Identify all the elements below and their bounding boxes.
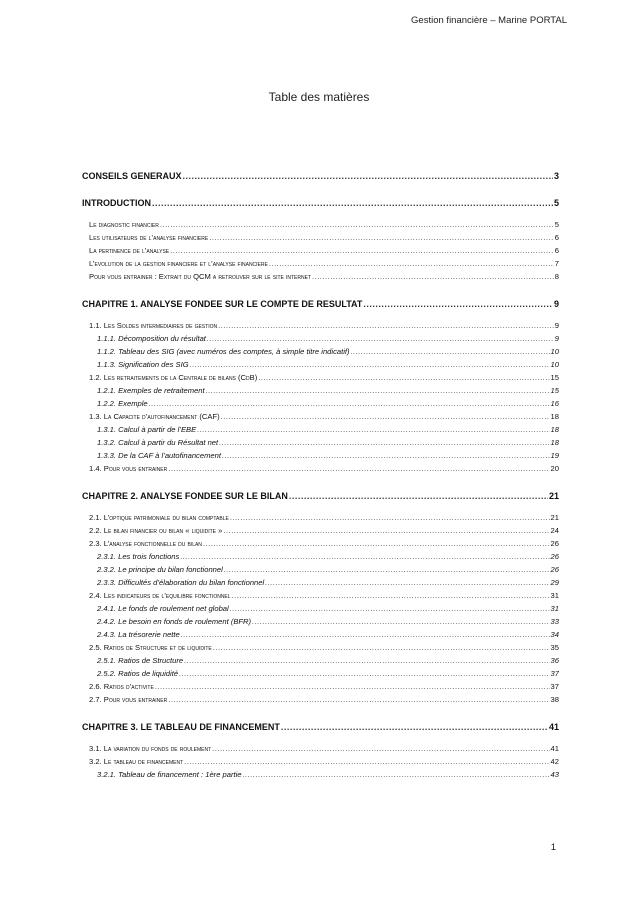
toc-entry[interactable] (82, 490, 559, 502)
toc-entry-page: 9 (554, 321, 559, 330)
toc-entry-title: 2.1. L’optique patrimoniale du bilan comptable (89, 513, 229, 522)
toc-entry[interactable] (82, 602, 559, 615)
dot-leader (230, 602, 550, 615)
toc-entry-title: CHAPITRE 1. ANALYSE FONDEE SUR LE COMPTE DE RESULTAT (82, 299, 363, 309)
toc-entry[interactable] (82, 384, 559, 397)
toc-entry[interactable] (82, 693, 559, 706)
toc-entry-title: CHAPITRE 3. LE TABLEAU DE FINANCEMENT (82, 722, 280, 732)
toc-entry-title: 3.1. La variation du fonds de roulement (89, 744, 212, 753)
dot-leader (181, 628, 550, 641)
dot-leader (155, 680, 550, 693)
toc-entry-title: 2.7. Pour vous entrainer (89, 695, 168, 704)
toc-entry-title: INTRODUCTION (82, 198, 151, 208)
dot-leader (183, 170, 553, 182)
toc-entry-page: 21 (550, 513, 559, 522)
toc-entry[interactable] (82, 436, 559, 449)
dot-leader (269, 257, 554, 270)
toc-entry[interactable] (82, 410, 559, 423)
table-of-contents (82, 170, 559, 781)
toc-entry-page: 41 (550, 744, 559, 753)
toc-entry[interactable] (82, 298, 559, 310)
toc-entry-page: 18 (550, 438, 559, 447)
toc-entry[interactable] (82, 628, 559, 641)
toc-entry[interactable] (82, 218, 559, 231)
dot-leader (363, 298, 553, 310)
toc-entry-page: 15 (550, 373, 559, 382)
dot-leader (190, 358, 550, 371)
toc-entry-page: 10 (550, 360, 559, 369)
toc-entry-title: 2.5. Ratios de Structure et de liquidite (89, 643, 212, 652)
toc-entry[interactable] (82, 563, 559, 576)
toc-entry[interactable] (82, 319, 559, 332)
dot-leader (168, 462, 549, 475)
toc-entry[interactable] (82, 654, 559, 667)
toc-entry-page: 37 (550, 682, 559, 691)
toc-entry-title: 1.3.2. Calcul à partir du Résultat net (97, 438, 219, 447)
toc-entry-title: 3.2. Le tableau de financement (89, 757, 184, 766)
toc-entry-title: 1.1.2. Tableau des SIG (avec numéros des comptes, à simple titre indicatif) (97, 347, 350, 356)
toc-entry-title: 2.5.2. Ratios de liquidité (97, 669, 179, 678)
dot-leader (197, 423, 549, 436)
toc-entry[interactable] (82, 641, 559, 654)
toc-entry[interactable] (82, 537, 559, 550)
toc-entry[interactable] (82, 270, 559, 283)
toc-entry-title: 1.3.3. De la CAF à l’autofinancement (97, 451, 221, 460)
toc-entry-title: 2.6. Ratios d’activite (89, 682, 154, 691)
toc-entry-page: 31 (550, 591, 559, 600)
toc-entry-page: 26 (550, 565, 559, 574)
dot-leader (170, 244, 554, 257)
toc-entry-page: 24 (550, 526, 559, 535)
toc-entry[interactable] (82, 615, 559, 628)
dot-leader (212, 742, 549, 755)
toc-entry-title: La pertinence de l’analyse (89, 246, 170, 255)
toc-entry-title: 1.2.2. Exemple (97, 399, 148, 408)
toc-entry-title: 2.4.1. Le fonds de roulement net global (97, 604, 229, 613)
toc-entry-page: 38 (550, 695, 559, 704)
toc-entry-page: 26 (550, 552, 559, 561)
page-title: Table des matières (268, 90, 370, 104)
toc-entry-title: Le diagnostic financier (89, 220, 159, 229)
dot-leader (222, 449, 550, 462)
toc-entry-page: 26 (550, 539, 559, 548)
toc-entry-title: L’evolution de la gestion financiere et l’analyse financiere (89, 259, 268, 268)
toc-entry[interactable] (82, 197, 559, 209)
toc-entry-title: 1.4. Pour vous entrainer (89, 464, 168, 473)
toc-entry[interactable] (82, 755, 559, 768)
running-header: Gestion financière – Marine PORTAL (411, 15, 567, 26)
toc-entry-title: 1.2. Les retraitements de la Centrale de bilans (CdB) (89, 373, 258, 382)
dot-leader (252, 615, 549, 628)
toc-entry-page: 16 (550, 399, 559, 408)
toc-entry-page: 36 (550, 656, 559, 665)
toc-entry-page: 35 (550, 643, 559, 652)
toc-entry-title: Pour vous entrainer : Extrait du QCM a retrouver sur le site internet (89, 272, 311, 281)
toc-entry-page: 5 (554, 220, 559, 229)
toc-entry-title: 2.4. Les indicateurs de l’equilibre fonctionnel (89, 591, 231, 600)
toc-entry-page: 33 (550, 617, 559, 626)
toc-entry[interactable] (82, 524, 559, 537)
toc-entry[interactable] (82, 244, 559, 257)
dot-leader (218, 319, 554, 332)
toc-entry[interactable] (82, 742, 559, 755)
dot-leader (209, 231, 554, 244)
toc-entry[interactable] (82, 462, 559, 475)
dot-leader (223, 524, 549, 537)
toc-entry[interactable] (82, 576, 559, 589)
dot-leader (180, 550, 549, 563)
toc-entry[interactable] (82, 511, 559, 524)
dot-leader (230, 511, 550, 524)
toc-entry-title: 1.2.1. Exemples de retraitement (97, 386, 205, 395)
toc-entry[interactable] (82, 397, 559, 410)
toc-entry-page: 15 (550, 386, 559, 395)
toc-entry[interactable] (82, 345, 559, 358)
toc-entry-title: 2.3.2. Le principe du bilan fonctionnel (97, 565, 223, 574)
toc-entry-title: Les utilisateurs de l’analyse financiere (89, 233, 209, 242)
dot-leader (207, 332, 554, 345)
toc-entry-page: 20 (550, 464, 559, 473)
toc-entry-title: CONSEILS GENERAUX (82, 171, 182, 181)
toc-entry-page: 21 (548, 491, 559, 501)
dot-leader (206, 384, 550, 397)
dot-leader (184, 755, 549, 768)
dot-leader (184, 654, 549, 667)
dot-leader (224, 563, 550, 576)
toc-entry-page: 37 (550, 669, 559, 678)
toc-entry-page: 5 (553, 198, 559, 208)
toc-entry[interactable] (82, 449, 559, 462)
toc-entry-page: 31 (550, 604, 559, 613)
toc-entry-page: 19 (550, 451, 559, 460)
toc-entry-title: 2.3.3. Difficultés d’élaboration du bilan fonctionnel (97, 578, 265, 587)
toc-entry-title: 1.1. Les Soldes intermediaires de gestion (89, 321, 218, 330)
toc-entry-title: 1.1.3. Signification des SIG (97, 360, 189, 369)
toc-entry-title: 2.3.1. Les trois fonctions (97, 552, 180, 561)
toc-entry[interactable] (82, 371, 559, 384)
toc-entry-page: 9 (553, 299, 559, 309)
toc-entry-page: 29 (550, 578, 559, 587)
toc-entry[interactable] (82, 231, 559, 244)
toc-entry-page: 6 (554, 246, 559, 255)
dot-leader (258, 371, 549, 384)
toc-entry-page: 34 (550, 630, 559, 639)
toc-entry-title: 1.1.1. Décomposition du résultat (97, 334, 206, 343)
toc-entry-title: 2.4.3. La trésorerie nette (97, 630, 180, 639)
toc-entry-page: 42 (550, 757, 559, 766)
dot-leader (312, 270, 554, 283)
toc-entry[interactable] (82, 332, 559, 345)
toc-entry-title: 2.5.1. Ratios de Structure (97, 656, 184, 665)
dot-leader (168, 693, 549, 706)
toc-entry-title: 3.2.1. Tableau de financement : 1ère partie (97, 770, 242, 779)
toc-entry[interactable] (82, 423, 559, 436)
dot-leader (265, 576, 549, 589)
toc-entry[interactable] (82, 358, 559, 371)
dot-leader (351, 345, 550, 358)
toc-entry-title: 1.3. La Capacite d’autofinancement (CAF) (89, 412, 220, 421)
dot-leader (221, 410, 550, 423)
toc-entry[interactable] (82, 589, 559, 602)
dot-leader (281, 721, 548, 733)
toc-entry-page: 41 (548, 722, 559, 732)
toc-entry-page: 8 (554, 272, 559, 281)
toc-entry[interactable] (82, 721, 559, 733)
toc-entry-page: 43 (550, 770, 559, 779)
dot-leader (179, 667, 549, 680)
toc-entry[interactable] (82, 170, 559, 182)
toc-entry-page: 10 (550, 347, 559, 356)
dot-leader (203, 537, 550, 550)
toc-entry-page: 18 (550, 412, 559, 421)
toc-entry[interactable] (82, 667, 559, 680)
dot-leader (160, 218, 554, 231)
dot-leader (149, 397, 550, 410)
toc-entry-page: 9 (554, 334, 559, 343)
toc-entry-title: 1.3.1. Calcul à partir de l’EBE (97, 425, 197, 434)
toc-entry-page: 7 (554, 259, 559, 268)
dot-leader (232, 589, 550, 602)
toc-entry[interactable] (82, 550, 559, 563)
toc-entry[interactable] (82, 768, 559, 781)
dot-leader (213, 641, 550, 654)
toc-entry-page: 18 (550, 425, 559, 434)
dot-leader (243, 768, 550, 781)
toc-entry-title: CHAPITRE 2. ANALYSE FONDEE SUR LE BILAN (82, 491, 288, 501)
toc-entry-title: 2.3. L’analyse fonctionnelle du bilan (89, 539, 202, 548)
toc-entry[interactable] (82, 680, 559, 693)
toc-entry-title: 2.4.2. Le besoin en fonds de roulement (BFR) (97, 617, 252, 626)
toc-entry-title: 2.2. Le bilan financier ou bilan « liquidite » (89, 526, 223, 535)
dot-leader (289, 490, 548, 502)
toc-entry[interactable] (82, 257, 559, 270)
dot-leader (219, 436, 549, 449)
dot-leader (152, 197, 553, 209)
toc-entry-page: 3 (553, 171, 559, 181)
toc-entry-page: 6 (554, 233, 559, 242)
page-number: 1 (550, 842, 556, 853)
